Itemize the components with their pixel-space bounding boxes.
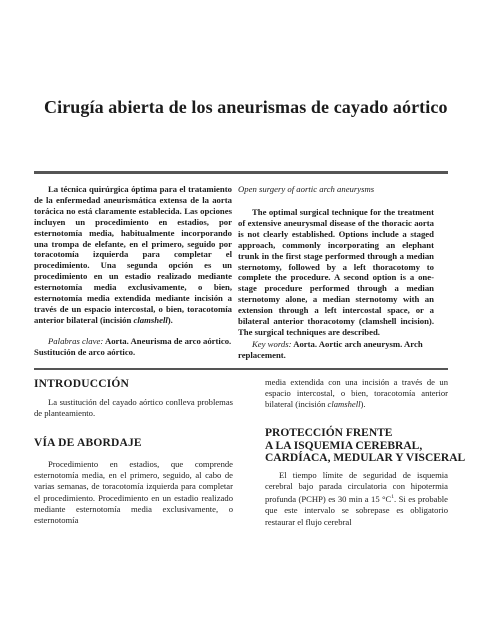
keywords-english-label: Key words:: [252, 339, 292, 349]
column-two-continuation-text: media extendida con una incisión a través de un espacio intercostal, o bien, toracotomía anterior bilateral (incisión: [265, 377, 448, 410]
abstract-bottom-rule: [34, 368, 448, 370]
keywords-spanish-label: Palabras clave:: [48, 336, 104, 346]
section-body-via-de-abordaje: Procedimiento en estadios, que comprende esternotomía media, en el primero, seguido, al cabo de varias semanas, de toracotomía izquierda para completar el procedimiento. Procedimiento en un estadio realizado mediante esternotomía media exclusivamente, o esternotomía: [34, 459, 233, 526]
section-heading-proteccion-line-3: CARDÍACA, MEDULAR Y VISCERAL: [265, 452, 466, 464]
section-body-proteccion: [265, 470, 448, 528]
section-body-proteccion-text: El tiempo límite de seguridad de isquemia cerebral bajo parada circulatoria con hipotermia profunda (PCHP) es 30 min a 15 °C: [265, 470, 448, 505]
keywords-english-text: Aorta. Aortic arch aneurysm. Arch replacement.: [238, 339, 423, 360]
column-two-continuation-end: ).: [360, 399, 366, 410]
section-heading-proteccion-line-1: PROTECCIÓN FRENTE: [265, 427, 393, 439]
abstract-spanish-end: ).: [167, 314, 173, 325]
section-heading-introduccion: INTRODUCCIÓN: [34, 378, 130, 390]
column-two-continuation: [265, 377, 448, 411]
section-heading-via-de-abordaje: VÍA DE ABORDAJE: [34, 437, 142, 449]
english-title: Open surgery of aortic arch aneurysms: [238, 184, 375, 194]
keywords-english: [238, 339, 438, 361]
abstract-spanish-clamshell: clamshell: [133, 314, 168, 325]
article-title: Cirugía abierta de los aneurismas de cayado aórtico: [44, 97, 448, 118]
section-body-introduccion: La sustitución del cayado aórtico conlleva problemas de planteamiento.: [34, 397, 233, 419]
abstract-top-rule: [34, 171, 448, 174]
keywords-spanish-text: Aorta. Aneurisma de arco aórtico. Sustitución de arco aórtico.: [34, 336, 232, 357]
section-heading-proteccion: [265, 427, 465, 465]
abstract-spanish-text: La técnica quirúrgica óptima para el tratamiento de la enfermedad aneurismática extensa de la aorta torácica no está claramente establecida. Las opciones incluyen un procedimiento en estadios, por esternotomía media, habitualmente incorporando una trompa de elefante, en el primero, seguido por toracotomía izquierda para completar el procedimiento. Una segunda opción es un procedimiento en un estadio realizado mediante esternotomía media exclusivamente, o bien, esternotomía media extendida mediante incisión a través de un espacio intercostal, o bien, toracotomía anterior bilateral (incisión: [34, 184, 232, 325]
abstract-english: The optimal surgical technique for the treatment of extensive aneurysmal disease of the thoracic aorta is not clearly established. Options include a staged approach, commonly incorporating an elephant trunk in the first stage performed through a median sternotomy, followed by a left thoracotomy to complete the procedure. A second option is a one-stage procedure performed through a median sternotomy alone, a median sternotomy with an extension through a left intercostal space, or a bilateral anterior thoracotomy (clamshell incision). The surgical techniques are described.: [238, 207, 434, 337]
section-body-proteccion-reference: 1: [391, 494, 395, 501]
section-body-proteccion-end: . Si es probable que este intervalo se sobrepase es obligatorio restaurar el flujo cerebral: [265, 494, 448, 527]
keywords-spanish: [34, 336, 232, 358]
column-two-continuation-clamshell: clamshell: [327, 399, 361, 410]
section-heading-proteccion-line-2: A LA ISQUEMIA CEREBRAL,: [265, 439, 423, 452]
abstract-spanish: [34, 184, 232, 326]
